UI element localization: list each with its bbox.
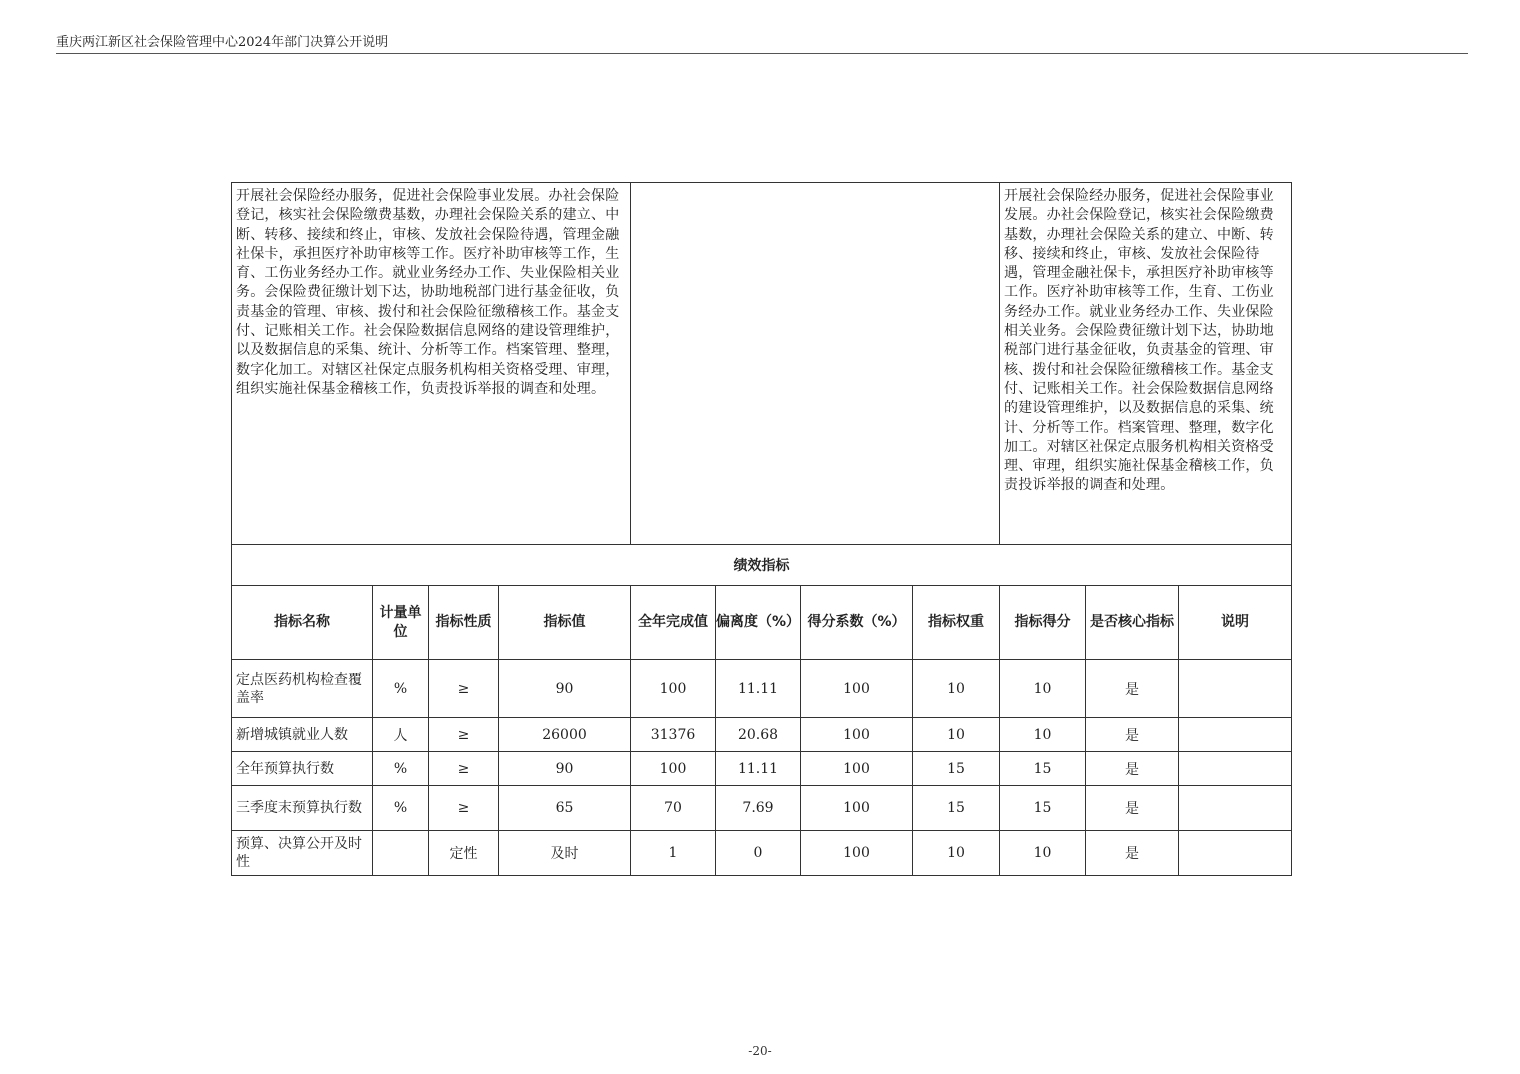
score-cell: 10: [1000, 831, 1086, 876]
score-coefficient-cell: 100: [801, 660, 913, 718]
score-cell: 15: [1000, 752, 1086, 786]
target-value-cell: 及时: [499, 831, 631, 876]
col-header-nature: 指标性质: [429, 586, 499, 660]
unit-cell: %: [373, 660, 429, 718]
actual-value-cell: 100: [631, 752, 716, 786]
weight-cell: 10: [913, 718, 1000, 752]
score-cell: 10: [1000, 718, 1086, 752]
col-header-unit: 计量单位: [373, 586, 429, 660]
description-row: [232, 183, 1292, 545]
target-value-cell: 90: [499, 752, 631, 786]
score-coefficient-cell: 100: [801, 752, 913, 786]
budget-table: [231, 182, 1292, 876]
remarks-cell: [1179, 660, 1292, 718]
target-value-cell: 90: [499, 660, 631, 718]
table-row: [232, 660, 1292, 718]
description-right-cell: 开展社会保险经办服务，促进社会保险事业发展。办社会保险登记，核实社会保险缴费基数，办理社会保险关系的建立、中断、转移、接续和终止，审核、发放社会保险待遇，管理金融社保卡，承担医疗补助审核等工作。医疗补助审核等工作，生育、工伤业务经办工作。就业业务经办工作、失业保险相关业务。会保险费征缴计划下达，协助地税部门进行基金征收，负责基金的管理、审核、拨付和社会保险征缴稽核工作。基金支付、记账相关工作。社会保险数据信息网络的建设管理维护，以及数据信息的采集、统计、分析等工作。档案管理、整理，数字化加工。对辖区社保定点服务机构相关资格受理、审理，组织实施社保基金稽核工作，负责投诉举报的调查和处理。: [1000, 183, 1292, 545]
col-header-remarks: 说明: [1179, 586, 1292, 660]
table-row: [232, 718, 1292, 752]
deviation-cell: 11.11: [716, 660, 801, 718]
deviation-cell: 7.69: [716, 786, 801, 831]
remarks-cell: [1179, 752, 1292, 786]
col-header-score-coefficient: 得分系数（%）: [801, 586, 913, 660]
weight-cell: 15: [913, 786, 1000, 831]
col-header-indicator-name: 指标名称: [232, 586, 373, 660]
col-header-deviation: 偏离度（%）: [716, 586, 801, 660]
deviation-cell: 11.11: [716, 752, 801, 786]
target-value-cell: 65: [499, 786, 631, 831]
actual-value-cell: 70: [631, 786, 716, 831]
remarks-cell: [1179, 718, 1292, 752]
column-header-row: [232, 586, 1292, 660]
col-header-score: 指标得分: [1000, 586, 1086, 660]
remarks-cell: [1179, 786, 1292, 831]
actual-value-cell: 31376: [631, 718, 716, 752]
performance-section-title: 绩效指标: [232, 545, 1292, 586]
core-indicator-cell: 是: [1086, 752, 1179, 786]
nature-cell: ≥: [429, 786, 499, 831]
table-row: [232, 831, 1292, 876]
indicator-name-cell: 新增城镇就业人数: [232, 718, 373, 752]
description-middle-cell: [631, 183, 1000, 545]
indicator-name-cell: 全年预算执行数: [232, 752, 373, 786]
score-cell: 10: [1000, 660, 1086, 718]
document-header-title: 重庆两江新区社会保险管理中心2024年部门决算公开说明: [56, 35, 389, 50]
weight-cell: 15: [913, 752, 1000, 786]
page-number: -20-: [748, 1044, 772, 1058]
actual-value-cell: 100: [631, 660, 716, 718]
actual-value-cell: 1: [631, 831, 716, 876]
indicator-name-cell: 定点医药机构检查覆盖率: [232, 660, 373, 718]
table-row: [232, 786, 1292, 831]
section-title-row: [232, 545, 1292, 586]
header-divider: [56, 53, 1468, 54]
col-header-weight: 指标权重: [913, 586, 1000, 660]
remarks-cell: [1179, 831, 1292, 876]
score-coefficient-cell: 100: [801, 718, 913, 752]
indicator-name-cell: 三季度末预算执行数: [232, 786, 373, 831]
unit-cell: [373, 831, 429, 876]
core-indicator-cell: 是: [1086, 831, 1179, 876]
core-indicator-cell: 是: [1086, 718, 1179, 752]
target-value-cell: 26000: [499, 718, 631, 752]
col-header-actual-value: 全年完成值: [631, 586, 716, 660]
table-row: [232, 752, 1292, 786]
nature-cell: 定性: [429, 831, 499, 876]
unit-cell: %: [373, 752, 429, 786]
score-coefficient-cell: 100: [801, 786, 913, 831]
unit-cell: 人: [373, 718, 429, 752]
col-header-target-value: 指标值: [499, 586, 631, 660]
score-cell: 15: [1000, 786, 1086, 831]
nature-cell: ≥: [429, 718, 499, 752]
weight-cell: 10: [913, 660, 1000, 718]
core-indicator-cell: 是: [1086, 660, 1179, 718]
core-indicator-cell: 是: [1086, 786, 1179, 831]
unit-cell: %: [373, 786, 429, 831]
nature-cell: ≥: [429, 660, 499, 718]
nature-cell: ≥: [429, 752, 499, 786]
indicator-name-cell: 预算、决算公开及时性: [232, 831, 373, 876]
score-coefficient-cell: 100: [801, 831, 913, 876]
description-left-cell: 开展社会保险经办服务，促进社会保险事业发展。办社会保险登记，核实社会保险缴费基数，办理社会保险关系的建立、中断、转移、接续和终止，审核、发放社会保险待遇，管理金融社保卡，承担医疗补助审核等工作。医疗补助审核等工作，生育、工伤业务经办工作。就业业务经办工作、失业保险相关业务。会保险费征缴计划下达，协助地税部门进行基金征收，负责基金的管理、审核、拨付和社会保险征缴稽核工作。基金支付、记账相关工作。社会保险数据信息网络的建设管理维护，以及数据信息的采集、统计、分析等工作。档案管理、整理，数字化加工。对辖区社保定点服务机构相关资格受理、审理，组织实施社保基金稽核工作，负责投诉举报的调查和处理。: [232, 183, 631, 545]
deviation-cell: 20.68: [716, 718, 801, 752]
weight-cell: 10: [913, 831, 1000, 876]
deviation-cell: 0: [716, 831, 801, 876]
col-header-core-indicator: 是否核心指标: [1086, 586, 1179, 660]
